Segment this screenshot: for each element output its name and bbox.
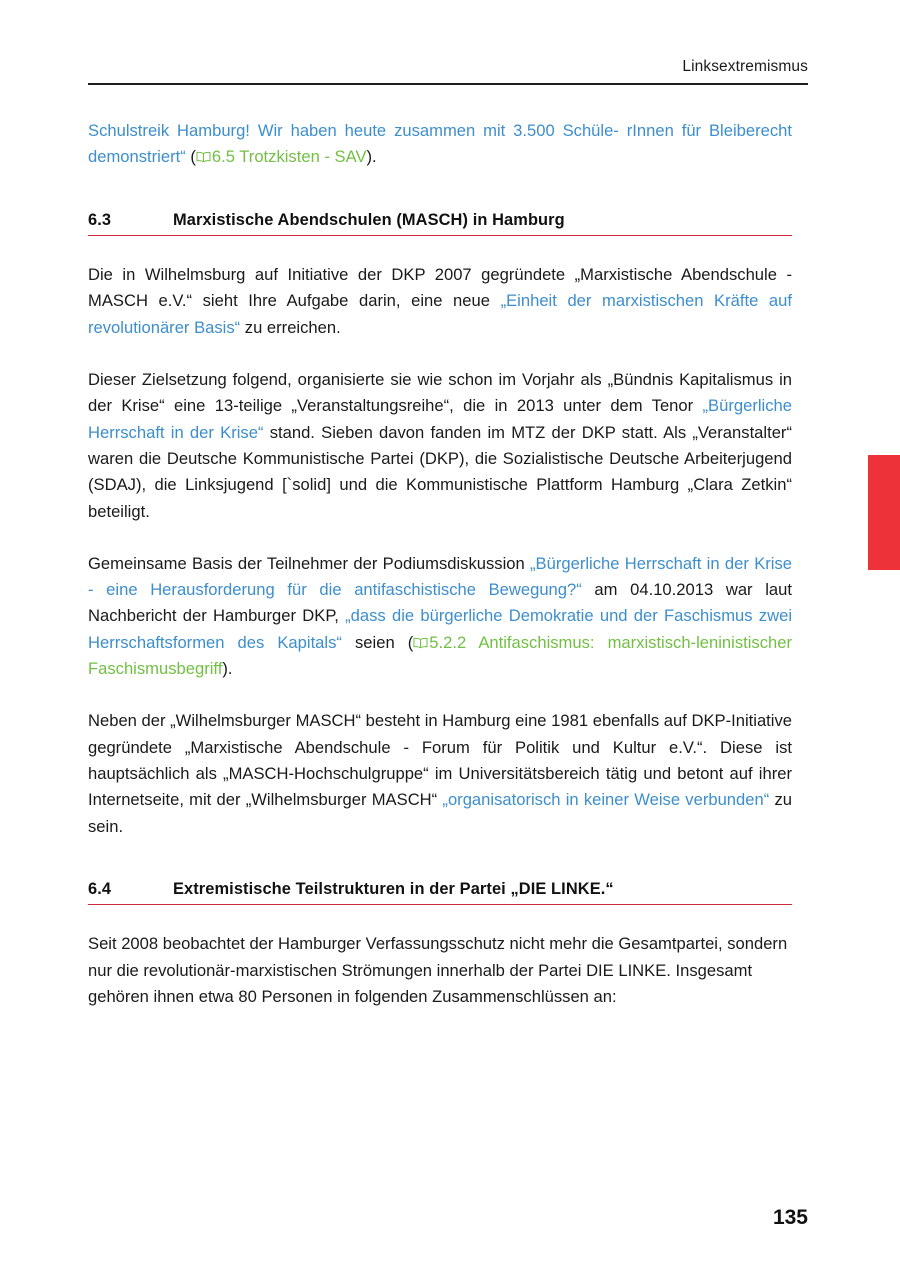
header-title: Linksextremismus xyxy=(682,58,808,75)
section-rule xyxy=(88,904,792,906)
p3-quote-2: „dass die bürgerliche Demokratie und der Faschismus zwei Herrschaftsformen des Kapitals“ xyxy=(88,606,793,652)
section-heading-63 xyxy=(88,211,792,237)
spacer xyxy=(88,682,792,708)
p2-text-2: stand. Sieben davon fanden im MTZ der DKP statt. Als „Veranstalter“ waren die Deutsche Kommunistische Partei (DKP), die Sozialistische Deutsche Arbeiterjugend (SDAJ), die Linksjugend [`solid] und die Kommunistische Plattform Hamburg „Clara Zetkin“ beteiligt. xyxy=(88,422,792,521)
paragraph-5 xyxy=(88,931,792,1010)
p1-quote-1: „Einheit der marxistischen Kräfte auf revolutionärer Basis“ xyxy=(88,291,792,337)
intro-quote-line-2: rInnen für Bleiberecht demonstriert“ xyxy=(88,121,792,167)
page-number: 135 xyxy=(772,1206,808,1229)
section-rule xyxy=(88,235,792,237)
cross-reference-label-522: 5.2.2 Antifaschismus: marxistisch-leninistischer Faschismusbegriff xyxy=(88,632,793,679)
running-header xyxy=(88,58,808,76)
p4-quote-1: „organisatorisch in keiner Weise verbunden“ xyxy=(442,790,770,810)
p3-text-3: seien ( xyxy=(341,632,414,652)
page-content xyxy=(88,118,792,1010)
header-rule xyxy=(88,83,808,85)
section-heading-row xyxy=(88,211,792,235)
p3-text-1: Gemeinsame Basis der Teilnehmer der Podiumsdiskussion xyxy=(88,553,531,573)
spacer xyxy=(88,840,792,880)
chapter-edge-tab xyxy=(868,455,900,570)
paragraph-2 xyxy=(88,367,792,525)
intro-quote-paragraph xyxy=(88,118,792,171)
paragraph-1 xyxy=(88,262,792,341)
p3-quote-1: „Bürgerliche Herrschaft in der Krise - eine Herausforderung für die antifaschistische Bewegung?“ xyxy=(88,553,793,600)
intro-close-paren: ). xyxy=(366,147,377,167)
p2-text-1: Dieser Zielsetzung folgend, organisierte sie wie schon im Vorjahr als „Bündnis Kapitalismus in der Krise“ eine 13-teilige „Veranstaltungsreihe“, die in 2013 unter dem Tenor xyxy=(88,370,792,416)
book-icon xyxy=(196,151,211,163)
paragraph-4 xyxy=(88,708,792,839)
p2-quote-1: „Bürgerliche Herrschaft in der Krise“ xyxy=(88,396,792,442)
p1-text-1: Die in Wilhelmsburg auf Initiative der DKP 2007 gegründete „Marxistische Abendschule - MASCH e.V.“ sieht Ihre Aufgabe darin, eine neue xyxy=(88,265,792,311)
p3-text-2: am 04.10.2013 war laut Nachbericht der Hamburger DKP, xyxy=(88,580,792,626)
intro-open-paren: ( xyxy=(185,147,196,167)
p4-text-2: zu sein. xyxy=(88,790,793,836)
p1-text-2: zu erreichen. xyxy=(240,317,341,337)
spacer xyxy=(88,341,792,367)
section-title: Marxistische Abendschulen (MASCH) in Hamburg xyxy=(173,210,565,229)
spacer xyxy=(88,525,792,551)
section-number: 6.4 xyxy=(88,879,112,898)
spacer xyxy=(88,171,792,211)
p5-text-1: Seit 2008 beobachtet der Hamburger Verfassungsschutz nicht mehr die Gesamtpartei, sondern nur die revolutionär-marxistischen Strömungen innerhalb der Partei DIE LINKE. Insgesamt gehören ihnen etwa 80 Personen in folgenden Zusammenschlüssen an: xyxy=(88,934,788,1007)
book-icon xyxy=(413,637,428,649)
spacer xyxy=(88,236,792,262)
section-heading-64 xyxy=(88,880,792,906)
cross-reference-label-65: 6.5 Trotzkisten - SAV xyxy=(211,147,367,167)
p3-text-4: ). xyxy=(222,659,233,679)
spacer xyxy=(88,905,792,931)
paragraph-3 xyxy=(88,551,792,682)
cross-reference-link-65[interactable] xyxy=(196,147,367,166)
p4-text-1: Neben der „Wilhelmsburger MASCH“ besteht in Hamburg eine 1981 ebenfalls auf DKP-Initiative gegründete „Marxistische Abendschule - Forum für Politik und Kultur e.V.“. Diese ist hauptsächlich als „MASCH-Hochschulgruppe“ im Universitätsbereich tätig und betont auf ihrer Internetseite, mit der „Wilhelmsburger MASCH“ xyxy=(88,711,792,810)
intro-quote-line-1: Schulstreik Hamburg! Wir haben heute zusammen mit 3.500 Schüle- xyxy=(88,121,619,140)
section-number: 6.3 xyxy=(88,210,112,229)
section-title: Extremistische Teilstrukturen in der Partei „DIE LINKE.“ xyxy=(173,879,614,898)
section-heading-row xyxy=(88,880,792,904)
